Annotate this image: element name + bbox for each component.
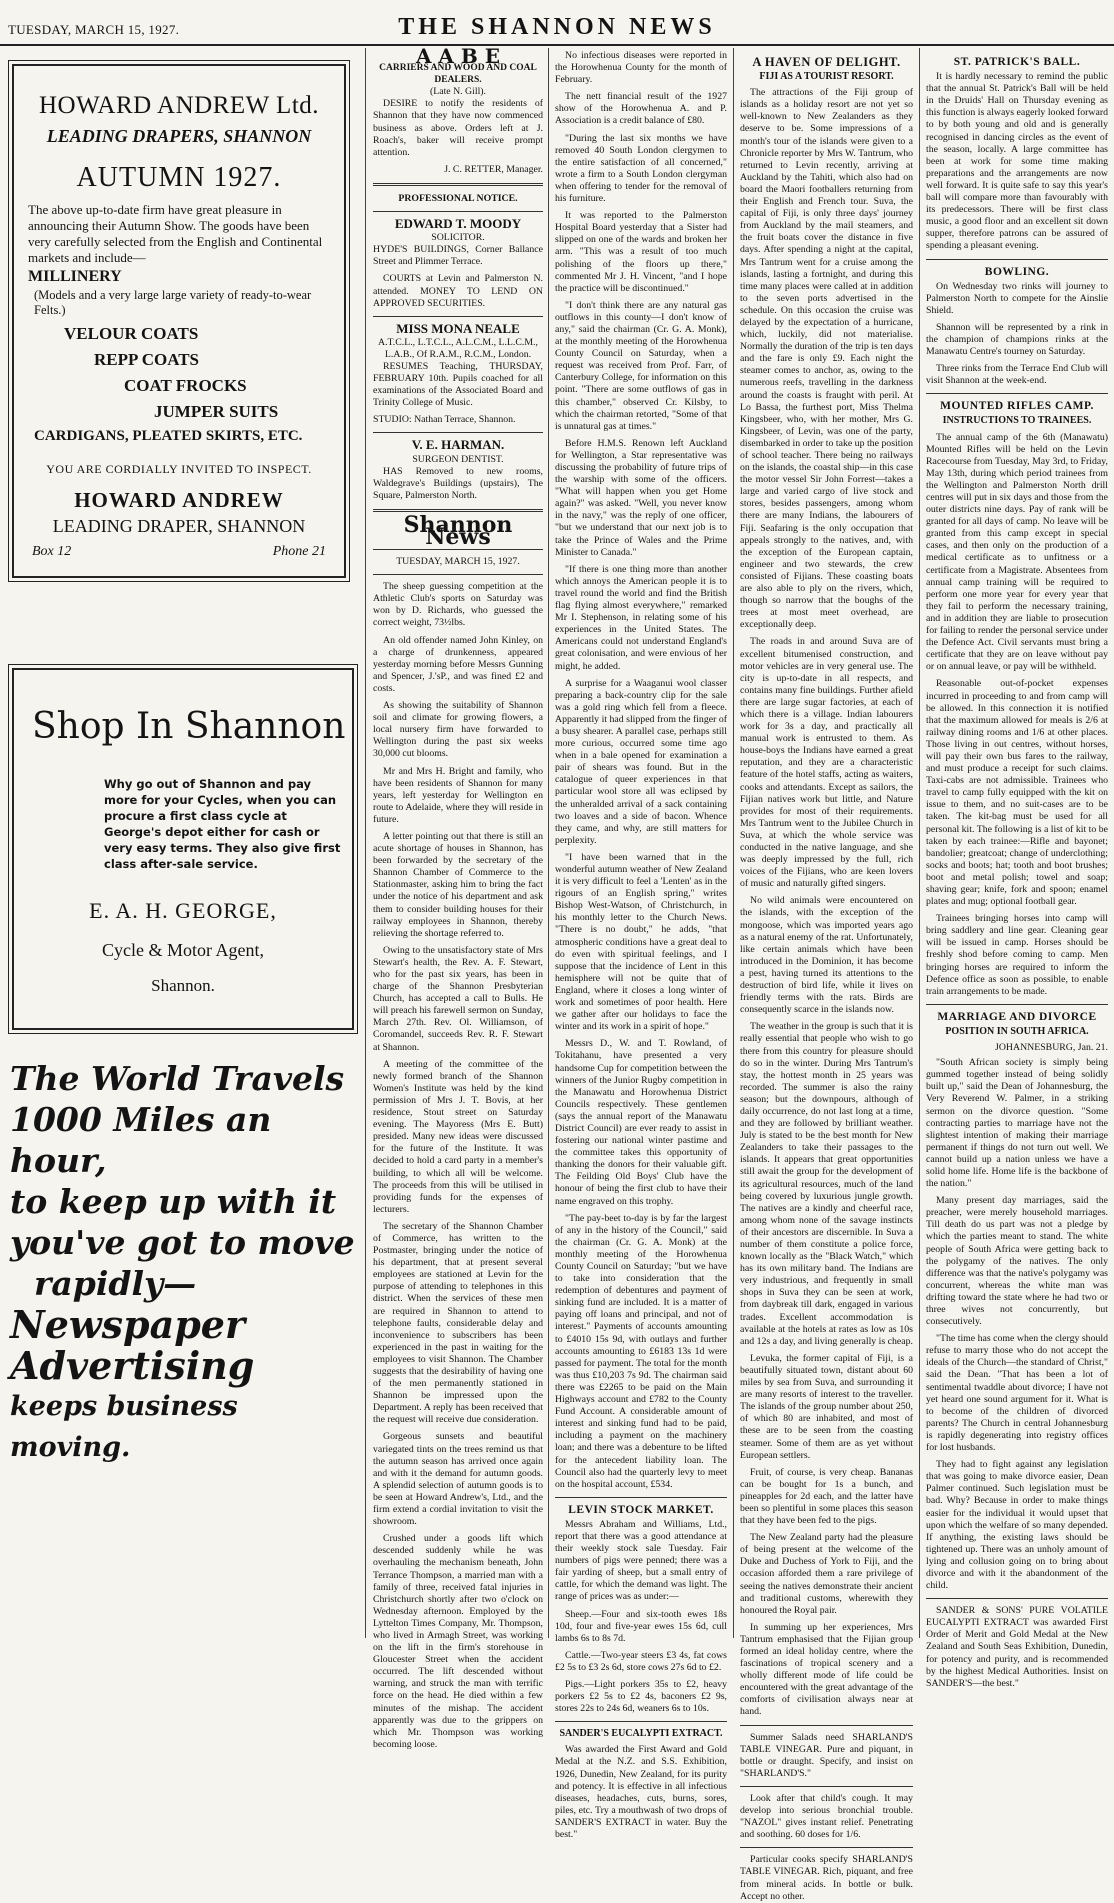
slogan-line: you've got to move	[10, 1223, 355, 1262]
slogan-line: 1000 Miles an hour,	[10, 1100, 272, 1180]
vinegar-advert-2: Particular cooks specify SHARLAND'S TABLE VINEGAR. Rich, piquant, and free from mineral acids. In bottle or bulk. Accept no other.	[740, 1854, 913, 1902]
harman-name: V. E. HARMAN.	[411, 437, 505, 453]
news-item: "If there is one thing more than another which annoys the American people it is to travel round the world and find the British flag flying almost everywhere," remarked Mr I. Stephenson, in relating some of his experiences in the United States. The Americans could not understand England's great colonisation, and were envious of her might, he added.	[555, 563, 727, 672]
stock-report: Messrs Abraham and Williams, Ltd., report that there was a good attendance at their weekly stock sale Tuesday. Fair numbers of pigs were penned; there was a fair yarding of sheep, but a small entry of cattle, for which the demand was light. The range of prices was as under:—	[555, 1518, 727, 1603]
rifles-para: The annual camp of the 6th (Manawatu) Mounted Rifles will be held on the Levin Racecourse from Tuesday, May 3rd, to Friday, May 13th, during which period trainees from the Wellington and Palmerston North drill centres will put in six days and those from the outer districts nine days. Pay of rank will be granted for all days of camp. No leave will be granted from this camp except in special cases, and then only on the production of a medical certificate as to unfitness or a certificate from a Magistrate. Absentees from annual camp training will be required to perform one more year for every year that they fail to perform the necessary training, and in addition they are liable to prosecution for failing to render the personal service under the Defence Act. Civil servants must bring a certificate that they are on leave without pay or on annual leave, or pay will be withheld.	[926, 431, 1108, 673]
news-item: No infectious diseases were reported in the Horowhenua County for the month of February.	[555, 50, 727, 86]
ad-item: REPP COATS	[94, 350, 200, 369]
marriage-para: "The time has come when the clergy should refuse to marry those who do not accept the ideals of the Church—the standard of Christ," said the Dean. "That has been a lot of sentimental twaddle about divorce; I have not yet heard one sound argument for it. What is to become of the children of divorced parents? The Church in central Johannesburg is rapidly degenerating into registry offices for lost husbands.	[926, 1333, 1108, 1454]
news-item: The nett financial result of the 1927 show of the Horowhenua A. and P. Association is a credit balance of £80.	[555, 91, 727, 127]
bowling-heading: BOWLING.	[984, 265, 1050, 278]
rifles-para: Trainees bringing horses into camp will bring saddlery and line gear. Cleaning gear will be issued in camp. Horses should be freshly shod before coming to camp. Men bringing horses are required to inform the Defence office as soon as possible, to enable train arrangements to be made.	[926, 913, 1108, 997]
rifles-heading: MOUNTED RIFLES CAMP.	[940, 400, 1094, 413]
howard-andrew-advert	[12, 64, 346, 578]
slogan-line: rapidly—	[34, 1264, 197, 1303]
ad-millinery-note: (Models and a very large large variety of ready-to-wear Felts.)	[34, 288, 312, 317]
article-para: The attractions of the Fiji group of islands as a holiday resort are not yet so well-known to New Zealanders as they deserve to be. Some impressions of a month's tour of the islands were given to a Chronicle reporter by Mrs W. Tantrum, who returned to Levin recently, arriving at Auckland by the Tahiti, which also had on board the Maori footballers returning from their English and French tour. Suva, the capital of Fiji, is only three days' journey from Auckland by the mail steamers, and the fruit boats cover the distance in five days. After spending a night at the capital, Mrs Tantrum went for a cruise among the islands, lasting a fortnight, and during this time many places were called at in addition to the seven ports advertised in the schedule. On this occasion the cruise was delayed by the expectation of a hurricane, which, luckily, did not materialise. Normally the duration of the trip is ten days and the fare is only £9. Each night the steamer comes to anchor, as, owing to the numerous reefs, travelling in the darkness around the coasts is fraught with peril. At Lo Bassa, the furthest port, Miss Thelma Kingsbeer, who, with her mother, Mrs G. Kingsbeer, of Levin, was one of the party, disembarked in order to take up the position of school teacher. There being no railways on the islands, the coastal ship—in this case the motor vessel Sir John Forrest—takes a large and varied cargo of live stock and stores, besides passengers, among whom there are many Indians, the labourers of Fiji. Seafaring is the only occupation that appeals strongly to the natives, and, with the exception of the European captain, engineer and two stewards, the crew consisted of Fijians. These coasting boats are also able to ply on the rivers, which, though so narrow that the boughs of the trees at most meet overhead, are exceptionally deep.	[740, 87, 913, 631]
newspaper-advertising-slogan	[10, 1058, 360, 1468]
marriage-dateline: JOHANNESBURG, Jan. 21.	[995, 1042, 1108, 1054]
ad-firm-name: HOWARD ANDREW Ltd.	[38, 92, 320, 119]
aabe-title: A A B E	[415, 44, 501, 68]
ad-signature-line2: LEADING DRAPER, SHANNON	[52, 516, 306, 536]
column-rule	[548, 48, 549, 1638]
column-rule	[365, 48, 366, 1638]
column-rule	[919, 48, 920, 1638]
slogan-line: to keep up with it	[10, 1182, 337, 1221]
bowling-para: On Wednesday two rinks will journey to Palmerston North to compete for the Ainslie Shield.	[926, 280, 1108, 316]
marriage-heading: MARRIAGE AND DIVORCE	[937, 1010, 1097, 1023]
news-item: A meeting of the committee of the newly formed branch of the Shannon Women's Institute was held by the kind permission of Mrs J. T. Bovis, at her residence, Stout street on Saturday evening. The Mayoress (Mrs E. Butt) presided. Many new ideas were discussed for the future of the Institute. It was decided to hold a card party in a member's building, to which all will be welcome. The proceeds from this will be utilised in providing funds for the expenses of lecturers.	[373, 1058, 543, 1215]
ad-invite: YOU ARE CORDIALLY INVITED TO INSPECT.	[46, 462, 312, 476]
paper-date: TUESDAY, MARCH 15, 1927.	[396, 556, 520, 568]
ad-headline: Shop In Shannon	[32, 706, 346, 747]
issue-date: TUESDAY, MARCH 15, 1927.	[8, 22, 180, 37]
marriage-para: They had to fight against any legislation that was going to make divorce easier, Dean Palmer continued. Such legislation must be bad. Why? Because in order to make things easier for the individual it would upset that upon which the welfare of so many depended. If anything, the existing laws should be tightened up. There was an unholy amount of lying and collusion going on to bring about divorce and with it the abandonment of the child.	[926, 1459, 1108, 1592]
ad-dealer-town: Shannon.	[151, 976, 215, 995]
newspaper-title: THE SHANNON NEWS	[398, 14, 716, 40]
stock-report: Cattle.—Two-year steers £3 4s, fat cows £2 5s to £3 2s 6d, store cows 27s 6d to £2.	[555, 1649, 727, 1673]
patrick-heading: ST. PATRICK'S BALL.	[953, 56, 1081, 68]
stock-report: Pigs.—Light porkers 35s to £2, heavy porkers £2 5s to £2 4s, baconers £2 9s, stores 22s to 24s 6d, weaners 6s to 10s.	[555, 1679, 727, 1715]
column-4	[740, 50, 913, 1902]
sanders-body: Was awarded the First Award and Gold Medal at the N.Z. and S.S. Exhibition, 1926, Dunedin, New Zealand, for its purity and potency. It is effective in all infectious diseases, headaches, cuts, burns, sores, piles, etc. Try a mouthwash of two drops of SANDER'S EXTRACT in water. Buy the best."	[555, 1744, 727, 1841]
neale-body: RESUMES Teaching, THURSDAY, FEBRUARY 10th. Pupils coached for all examinations of the Associated Board and Trinity College of Music.	[373, 360, 543, 409]
aabe-sign: J. C. RETTER, Manager.	[444, 163, 543, 175]
news-item: "During the last six months we have removed 40 South London clergymen to the entire satisfaction of all concerned," wrote a firm to a South London clergyman when offering to tender for the removal of his furniture.	[555, 132, 727, 205]
article-para: Fruit, of course, is very cheap. Bananas can be bought for 1s a bunch, and pineapples for 2d each, and the latter have been so plentiful in some places this season that they have been fed to the pigs.	[740, 1466, 913, 1527]
news-item: Before H.M.S. Renown left Auckland for Wellington, a Star representative was discussing the probability of future trips of the warship with some of the officers. "What will happen when you get Home again?" was asked. "Well, you never know in the navy," was the reply of one officer, "but we understand that our next job is to take the Prince of Wales and the Prime Minister to Canada."	[555, 437, 727, 558]
sanders-advert: SANDER & SONS' PURE VOLATILE EUCALYPTI EXTRACT was awarded First Order of Merit and Gold Medal at the New Zealand and South Seas Exhibition, Dunedin, for potency and purity, and is recommended by the highest Medical Authorities. Insist on SANDER'S—the best."	[926, 1605, 1108, 1689]
slogan-line: Newspaper	[10, 1302, 245, 1347]
stock-report: Sheep.—Four and six-tooth ewes 18s 10d, four and five-year ewes 15s 6d, cull lambs 6s to 8s 7d.	[555, 1608, 727, 1644]
ad-millinery: MILLINERY	[28, 268, 122, 285]
professional-notice: PROFESSIONAL NOTICE.	[398, 192, 518, 204]
rifles-para: Reasonable out-of-pocket expenses incurred in proceeding to and from camp will be allowed. In this connection it is notified that the maximum allowed for meals is 2/6 at railway dining rooms and 1/6 at other places. Those living in out centres, without horses, will pay their own bus fares to the railway, and must produce a receipt for such claims. Taxi-cabs are not admissible. Trainees who travel to camp fully equipped with the kit on issue to them, and no suit-cases are to be taken. The kit-bag must be used for all personal kit. The following is a list of kit to be taken by each trainee:—Rifle and bayonet; bandolier; greatcoat; change of underclothing; socks and boots; hat; tooth and boot brushes; boot and metal polish; towel and soap; shaving gear; knife, fork and spoon; enamel plates and mug; optional football gear.	[926, 678, 1108, 908]
moody-address: HYDE'S BUILDINGS, Corner Ballance Street and Plimmer Terrace.	[373, 244, 543, 268]
marriage-para: "South African society is simply being gummed together instead of being solidly built up," said the Dean of Johannesburg, the Very Reverend W. Palmer, in a striking sermon on the divorce question. "Some contracting parties to marriage have not the slightest intention of making their marriage permanent if things do not turn out well. We cannot build up a nation unless we have a solid home life. Home life is the backbone of the nation."	[926, 1057, 1108, 1190]
column-2	[373, 44, 543, 1750]
harman-role: SURGEON DENTIST.	[412, 453, 504, 465]
bowling-para: Three rinks from the Terrace End Club will visit Shannon at the week-end.	[926, 363, 1108, 387]
bowling-para: Shannon will be represented by a rink in the champion of champions rinks at the Manawatu Centre's tourney on Saturday.	[926, 321, 1108, 358]
aabe-subtitle: CARRIERS AND WOOD AND COAL DEALERS.	[379, 63, 537, 86]
ad-box-number: Box 12	[32, 544, 72, 559]
column-3	[555, 50, 727, 1841]
ad-item: JUMPER SUITS	[154, 402, 279, 421]
news-item: A surprise for a Waaganui wool classer preparing a back-country clip for the sale was a gold ring which fell from a fleece. Apparently it had slipped from the finger of a busy shearer. A parallel case, perhaps still more curious, occurred some time ago when in a bale opened for examination a pair of shears was found. But in the catalogue of queer experiences in that particular wool store all was eclipsed by the unheralded arrival of a sack containing two loaves and a side of bacon. Whence they came, and why, are still matters for perplexity.	[555, 677, 727, 846]
article-para: No wild animals were encountered on the islands, with the exception of the mongoose, which was imported years ago as a natural enemy of the rat. Unfortunately, like certain animals which have been introduced in the Dominion, it has become a pest, having turned its attentions to the destruction of bird life, while it lives on friendly terms with the rats. Birds are consequently scarce in the islands now.	[740, 895, 913, 1016]
moody-role: SOLICITOR.	[431, 232, 485, 244]
george-cycle-advert	[12, 668, 354, 1030]
ad-firm-tagline: LEADING DRAPERS, SHANNON	[46, 126, 312, 146]
news-item: "I don't think there are any natural gas outflows in this county—I don't know of any," said the chairman (Cr. G. A. Monk), at the monthly meeting of the Horowhenua County Council on Saturday, when a request was received from Prof. Farr, of Canterbury College, for information on this point. "There are some outflows of gas in this chamber," observed Cr. Kilsby, to which the chairman retorted, "Some of that is unnatural gas at times."	[555, 299, 727, 432]
sanders-heading: SANDER'S EUCALYPTI EXTRACT.	[559, 1728, 723, 1740]
ad-signature: HOWARD ANDREW	[74, 488, 284, 512]
ad-phone: Phone 21	[272, 544, 326, 559]
ad-dealer-trade: Cycle & Motor Agent,	[102, 940, 264, 960]
rifles-subheading: INSTRUCTIONS TO TRAINEES.	[942, 415, 1092, 427]
vinegar-advert: Summer Salads need SHARLAND'S TABLE VINEGAR. Pure and piquant, in bottle or draught. Specify, and insist on "SHARLAND'S."	[740, 1731, 913, 1779]
slogan-line: Advertising	[10, 1343, 255, 1388]
article-para: The weather in the group is such that it is really essential that people who wish to go there from this country for pleasure should do so in the winter. During Mrs Tantrum's stay, the hottest month in 25 years was recorded. The summer is also the rainy season; but the downpours, although of daily occurrence, do not last long at a time, and they are followed by brilliant weather. July is stated to be the best month for New Zealanders to take their passages to the islands. It appears that great opportunities still await the group for the development of its agricultural resources, much of the land being covered by luxurious jungle growth. The natives are a kindly and cheerful race, among whom none of the savage instincts of their ancestors are discernible. In Suva a number of them constitute a police force, known locally as the "Black Watch," which has its own military band. The Indians are very industrious, and frequently in small shops in Suva they can be seen at work, from daybreak till dark, engaged in various trades. Excellent accommodation is available at the hotels at rates as low as 10s and 12s a day, and living generally is cheap.	[740, 1021, 913, 1347]
masthead	[0, 0, 1114, 46]
column-5	[926, 50, 1108, 1689]
news-item: Gorgeous sunsets and beautiful variegated tints on the trees remind us that the autumn season has arrived once again and with it the demand for autumn goods. A splendid selection of autumn goods is to be seen at Howard Andrew's, Ltd., and the firm extend a cordial invitation to visit the showroom.	[373, 1431, 543, 1528]
moody-body: COURTS at Levin and Palmerston N. attended. MONEY TO LEND ON APPROVED SECURITIES.	[373, 273, 543, 309]
news-item: The sheep guessing competition at the Athletic Club's sports on Saturday was won by D. Richards, who guessed the correct weight, 73½lbs.	[373, 581, 543, 629]
moody-name: EDWARD T. MOODY	[394, 216, 522, 232]
levin-stock-heading: LEVIN STOCK MARKET.	[568, 1503, 714, 1516]
neale-studio: STUDIO: Nathan Terrace, Shannon.	[373, 414, 516, 426]
ad-season: AUTUMN 1927.	[76, 162, 282, 193]
news-item: It was reported to the Palmerston Hospital Board yesterday that a Sister had slipped on one of the wards and broken her arm. "This was a result of too much polishing of the floors up there," commented Mr J. H. Vincent, "and I hope the practice will be discontinued."	[555, 210, 727, 294]
news-item: Messrs D., W. and T. Rowland, of Tokitahanu, have presented a very handsome Cup for competition between the winners of the Junior Rugby competition in the Manawatu and Horowhenua District Councils respectively. These gentlemen (says the annual report of the Manawatu District Council) are ever ready to assist in fostering our national winter pastime and the committee takes this opportunity of thanking the donors for their valuable gift. The Feilding Old Boys' Club have the honour of being the first club to have their name engraved on this trophy.	[555, 1038, 727, 1207]
nazol-advert: Look after that child's cough. It may develop into serious bronchial trouble. "NAZOL" gives instant relief. Penetrating and soothing. 60 doses for 1/6.	[740, 1792, 913, 1841]
news-item: "The pay-beet to-day is by far the largest of any in the history of the Council," said the chairman (Cr. G. A. Monk) at the monthly meeting of the Horowhenua County Council on Saturday; "but we have to take into consideration that the redemption of debentures and payment of sinking fund are included. It is a matter of paying off loans and principal, and not of interest." Payments of accounts amounting to £4010 15s 9d, with outlays and further accounts amounting to £6183 13s 1d were passed for payment. The total for the month was thus £10,203 7s 9d. The chairman said there was £2265 to be paid on the Main Highways account and £782 to the County Fund Account. A considerable amount of interest and sinking fund had to be paid, including a payment on the machinery loan; and there was a debenture to be lifted for the antecedent liability loan. The Council also had the quarterly levy to meet on the hospital account, £534.	[555, 1212, 727, 1490]
neale-quals: A.T.C.L., L.T.C.L., A.L.C.M., L.L.C.M., L.A.B., Of R.A.M., R.C.M., London.	[378, 336, 538, 360]
article-para: In summing up her experiences, Mrs Tantrum emphasised that the Fijian group formed an ideal holiday centre, where the fascinations of tropical scenery and a wholly different mode of life could be encountered with the great advantage of the comforts of civilisation always near at hand.	[740, 1621, 913, 1718]
neale-name: MISS MONA NEALE	[396, 320, 520, 336]
marriage-subheading: POSITION IN SOUTH AFRICA.	[945, 1025, 1089, 1037]
aabe-body: DESIRE to notify the residents of Shannon that they have now commenced business as above. Orders left at J. Roach's, baker will receive prompt attention.	[373, 98, 543, 158]
ad-item: VELOUR COATS	[64, 324, 199, 343]
news-item: An old offender named John Kinley, on a charge of drunkenness, appeared yesterday morning before Messrs Gunning and Spencer, J.'sP., and was fined £2 and costs.	[373, 634, 543, 694]
article-para: Levuka, the former capital of Fiji, is a beautifully situated town, distant about 60 miles by sea from Suva, and surrounding it are many resorts of interest to the traveller. The islands of the group number about 250, of which 80 are inhabited, and most of these are to be seen from the coasting steamer. Some of them are as yet without European settlers.	[740, 1352, 913, 1461]
fiji-subheading: FIJI AS A TOURIST RESORT.	[759, 71, 894, 83]
news-item: Mr and Mrs H. Bright and family, who have been residents of Shannon for many years, left yesterday for Wellington en route to Adelaide, where they will reside in future.	[373, 765, 543, 825]
aabe-late: (Late N. Gill).	[429, 86, 487, 98]
ad-intro: The above up-to-date firm have great pleasure in announcing their Autumn Show. The goods have been very carefully selected from the English and Continental markets and include—	[28, 202, 323, 265]
slogan-line: The World Travels	[10, 1059, 345, 1098]
news-item: A letter pointing out that there is still an acute shortage of houses in Shannon, has been forwarded by the secretary of the Shannon Chamber of Commerce to the Stationmaster, asking him to bring the fact under the notice of his department and ask them to consider building houses for their railway employees in Shannon, thereby relieving the shortage referred to.	[373, 830, 543, 939]
harman-body: HAS Removed to new rooms, Waldegrave's Buildings (upstairs), The Square, Palmerston North.	[373, 465, 543, 501]
paper-nameplate: Shannon News	[403, 511, 513, 550]
news-item: "I have been warned that in the wonderful autumn weather of New Zealand it is very difficult to feel a 'Lenten' as in the rigours of an English spring," writes Bishop West-Watson, of Christchurch, in his monthly letter to the Church News. "There is no doubt," he adds, "that atmospheric conditions have a great deal to do even with spiritual feelings, and I suppose that the incidence of Lent in this hemisphere will not be quite that of England, where it closes a long winter of work and sometimes of poor health. Here we gather after our holidays to face the winter and its work in a spirit of hope."	[555, 851, 727, 1033]
article-para: The roads in and around Suva are of excellent bitumenised construction, and motor vehicles are in very general use. The city is up-to-date in all respects, and contains many fine buildings. Further afield there are large sugar factories, at each of which there is a village. Indian labourers work for 3s a day, and practically all manual work is entrusted to them. As house-boys the Indians have earned a great reputation, and they are a characteristic feature of the hotel staffs, acting as waiters, cooks and attendants. Except as sailors, the Fijian natives work but little, and Nature provides for most of their requirements. Mrs Tantrum went to the Jubilee Church in Suva, at which the whole service was conducted in the native language, and she was deeply impressed by the full, rich voices of the Fijians, who are keen lovers of music and naturally gifted singers.	[740, 636, 913, 890]
ad-body: Why go out of Shannon and pay more for your Cycles, when you can procure a first class cycle at George's depot either for cash or very easy terms. They also give first class after-sale service.	[104, 777, 341, 871]
marriage-para: Many present day marriages, said the preacher, were merely household marriages. Till death do us part was not a pledge by which the parties meant to stand. The white people of South Africa were getting back to the polygamy of the natives. The only difference was that the native's polygamy was concurrent, whereas the white man was drifting toward the state where he had two or three wives not concurrently, but consecutively.	[926, 1195, 1108, 1328]
news-item: As showing the suitability of Shannon soil and climate for growing flowers, a local nursery firm have forwarded to Wellington during the past six weeks 30,000 cut blooms.	[373, 700, 543, 760]
fiji-heading: A HAVEN OF DELIGHT.	[752, 55, 901, 69]
slogan-line: keeps business moving.	[10, 1391, 238, 1463]
news-item: Crushed under a goods lift which descended suddenly while he was overhauling the mechanism beneath, John Terrance Thompson, a married man with a family of three, received fatal injuries in Christchurch shortly after two o'clock on Wednesday afternoon. Employed by the Lyttelton Times Company, Mr. Thompson, who lived in Armagh Street, was working on the lift in the firm's storehouse in Gloucester Street when the accident occurred. The lift descended without warning, and struck the man with terrific force on the head. He died within a few minutes of the mishap. The accident apparently was due to the grippers on which Mr. Thompson was working becoming loose.	[373, 1533, 543, 1750]
article-para: The New Zealand party had the pleasure of being present at the welcome of the Duke and Duchess of York to Fiji, and the occasion afforded them a rare privilege of seeing the natives demonstrate their ancient and traditional customs, wherewith they honoured the Royal pair.	[740, 1532, 913, 1616]
ad-item: COAT FROCKS	[124, 376, 247, 395]
column-rule	[733, 48, 734, 1638]
news-item: The secretary of the Shannon Chamber of Commerce, has written to the Postmaster, bringing under the notice of his department, that at present several employees are stationed at Levin for the purpose of attending to telephones in this district. When the services of these men are required in Shannon to attend to telephone faults, considerable delay and inconvenience to subscribers has been experienced in the past in waiting for the employees to visit Shannon. The Chamber suggests that the desirability of having one of the men permanently stationed in Shannon be impressed upon the Department. A reply has been received that the request will receive due consideration.	[373, 1220, 543, 1426]
patrick-body: It is hardly necessary to remind the public that the annual St. Patrick's Ball will be held in the Druids' Hall on Thursday evening as this function is always eagerly looked forward to by both young and old and is generally recognised in dancing circles as the event of the season, locally. A large committee has been at work for some time making preparations and the arrangements are now well forward. It is quite safe to say this year's ball will compare more than favourably with its predecessors. There will be first class music, a good floor and an excellent sit down supper, therefore patrons can be assured of spending a pleasant evening.	[926, 71, 1108, 252]
news-item: Owing to the unsatisfactory state of Mrs Stewart's health, the Rev. A. F. Stewart, who for the past six years, has been in charge of the Shannon Presbyterian Church, has accepted a call to Bulls. He will preach his farewell sermon on Sunday, March 27th. Rev. Ol. Williamson, of Coromandel, succeeds Rev. R. F. Stewart at Shannon.	[373, 944, 543, 1053]
ad-dealer-name: E. A. H. GEORGE,	[89, 898, 277, 923]
ad-item: CARDIGANS, PLEATED SKIRTS, ETC.	[34, 428, 303, 444]
